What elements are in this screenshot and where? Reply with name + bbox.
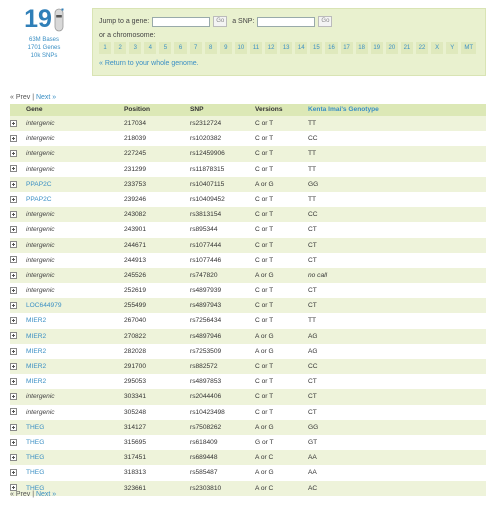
chromosome-select-label: or a chromosome: xyxy=(99,32,156,39)
versions-cell: C or T xyxy=(255,195,274,203)
snp-cell: rs7253509 xyxy=(190,347,222,355)
table-row xyxy=(10,420,486,435)
expand-row-icon[interactable] xyxy=(10,465,20,480)
snp-cell: rs2303810 xyxy=(190,484,222,492)
gene-label: intergenic xyxy=(26,271,55,279)
expand-row-icon[interactable] xyxy=(10,359,20,374)
versions-cell: A or C xyxy=(255,454,274,462)
position-cell: 227245 xyxy=(124,150,147,158)
table-row xyxy=(10,313,486,328)
versions-cell: C or T xyxy=(255,241,274,249)
chromosome-link[interactable]: 4 xyxy=(144,42,156,54)
chromosome-number: 19 xyxy=(24,5,52,33)
header-genotype-link[interactable]: Kenta Imai's Genotype xyxy=(308,106,379,113)
chromosome-link[interactable]: 9 xyxy=(220,42,232,54)
versions-cell: A or G xyxy=(255,332,274,340)
snp-table xyxy=(10,104,486,496)
chromosome-genes: 1701 Genes xyxy=(27,45,61,51)
snp-cell: rs11878315 xyxy=(190,165,225,173)
genotype-cell: AA xyxy=(308,469,317,477)
expand-row-icon[interactable] xyxy=(10,177,20,192)
gene-label: intergenic xyxy=(26,393,55,401)
genotype-cell: TT xyxy=(308,317,317,325)
snp-cell: rs1077444 xyxy=(190,241,222,249)
header-gene: Gene xyxy=(26,106,43,113)
position-cell: 323661 xyxy=(124,484,147,492)
versions-cell: A or G xyxy=(255,271,274,279)
versions-cell: C or T xyxy=(255,302,274,310)
versions-cell: A or G xyxy=(255,423,274,431)
genotype-cell: TT xyxy=(308,165,317,173)
next-link[interactable]: Next » xyxy=(35,94,57,101)
snp-cell: rs10409452 xyxy=(190,195,225,203)
chromosome-link[interactable]: 12 xyxy=(265,42,277,54)
position-cell: 217034 xyxy=(124,120,147,127)
snp-cell: rs882572 xyxy=(190,363,218,370)
chromosome-links xyxy=(99,42,479,54)
expand-row-icon[interactable] xyxy=(10,146,20,161)
position-cell: 218039 xyxy=(124,135,147,143)
prev-link: « Prev xyxy=(10,491,31,498)
expand-row-icon[interactable] xyxy=(10,313,20,328)
genotype-cell: CT xyxy=(308,241,317,249)
chromosome-link[interactable]: 16 xyxy=(325,42,337,54)
position-cell: 295053 xyxy=(124,378,147,386)
genotype-cell: AG xyxy=(308,332,318,340)
snp-cell: rs585487 xyxy=(190,469,218,477)
chromosome-link[interactable]: 15 xyxy=(310,42,322,54)
position-cell: 255499 xyxy=(124,302,147,310)
versions-cell: C or T xyxy=(255,135,274,143)
expand-row-icon[interactable] xyxy=(10,253,20,268)
chromosome-link[interactable]: 19 xyxy=(371,42,383,54)
genotype-cell: CC xyxy=(308,363,318,370)
snp-cell: rs4897853 xyxy=(190,378,222,386)
chromosome-bases: 63M Bases xyxy=(28,37,59,43)
genotype-cell: CT xyxy=(308,378,317,386)
genotype-cell: CC xyxy=(308,135,318,143)
position-cell: 305248 xyxy=(124,408,147,416)
snp-cell: rs7256434 xyxy=(190,317,222,325)
chromosome-link[interactable]: 13 xyxy=(280,42,292,54)
snp-cell: rs895344 xyxy=(190,226,218,234)
versions-cell: C or T xyxy=(255,150,274,158)
genotype-cell: CT xyxy=(308,256,317,264)
position-cell: 233753 xyxy=(124,180,147,188)
position-cell: 291700 xyxy=(124,363,147,370)
expand-row-icon[interactable] xyxy=(10,374,20,389)
gene-go-button[interactable]: Go xyxy=(213,16,227,27)
position-cell: 244913 xyxy=(124,256,147,264)
table-row xyxy=(10,207,486,222)
gene-label: intergenic xyxy=(26,256,55,264)
position-cell: 270822 xyxy=(124,332,147,340)
table-row xyxy=(10,450,486,465)
chromosome-icon xyxy=(54,8,64,34)
versions-cell: C or T xyxy=(255,378,274,386)
snp-cell: rs618409 xyxy=(190,438,218,446)
versions-cell: G or T xyxy=(255,438,274,446)
table-row xyxy=(10,268,486,283)
pager-separator: | xyxy=(32,491,35,498)
expand-row-icon[interactable] xyxy=(10,344,20,359)
gene-label: intergenic xyxy=(26,408,55,416)
expand-row-icon[interactable] xyxy=(10,207,20,222)
snp-cell: rs4897946 xyxy=(190,332,222,340)
snp-cell: rs2312724 xyxy=(190,120,222,127)
expand-row-icon[interactable] xyxy=(10,268,20,283)
gene-label: intergenic xyxy=(26,120,55,127)
header-snp: SNP xyxy=(190,106,204,113)
gene-label: intergenic xyxy=(26,165,55,173)
versions-cell: A or G xyxy=(255,180,274,188)
position-cell: 317451 xyxy=(124,454,147,462)
snp-cell: rs747820 xyxy=(190,271,218,279)
chromosome-link[interactable]: 8 xyxy=(205,42,217,54)
gene-link[interactable]: MIER2 xyxy=(26,317,47,325)
chromosome-link[interactable]: 14 xyxy=(295,42,307,54)
next-link[interactable]: Next » xyxy=(35,491,57,498)
gene-link[interactable]: THEG xyxy=(26,469,45,477)
genotype-cell: CT xyxy=(308,393,317,401)
chromosome-snps: 10k SNPs xyxy=(30,53,58,59)
jump-panel xyxy=(92,8,486,76)
table-row xyxy=(10,131,486,146)
position-cell: 239246 xyxy=(124,195,147,203)
gene-link[interactable]: MIER2 xyxy=(26,378,47,386)
pager-separator: | xyxy=(32,94,35,101)
position-cell: 318313 xyxy=(124,469,147,477)
gene-label: intergenic xyxy=(26,150,55,158)
header-position: Position xyxy=(124,106,151,113)
snp-cell: rs10423498 xyxy=(190,408,225,416)
table-row xyxy=(10,298,486,313)
gene-link[interactable]: PPAP2C xyxy=(26,180,52,188)
versions-cell: C or T xyxy=(255,393,274,401)
gene-label: intergenic xyxy=(26,135,55,143)
gene-link[interactable]: PPAP2C xyxy=(26,195,52,203)
table-row xyxy=(10,253,486,268)
snp-cell: rs10407115 xyxy=(190,180,225,188)
chromosome-link[interactable]: 20 xyxy=(386,42,398,54)
table-row xyxy=(10,192,486,207)
position-cell: 267040 xyxy=(124,317,147,325)
versions-cell: C or T xyxy=(255,408,274,416)
position-cell: 314127 xyxy=(124,423,147,431)
position-cell: 243082 xyxy=(124,211,147,219)
table-row xyxy=(10,162,486,177)
expand-row-icon[interactable] xyxy=(10,238,20,253)
versions-cell: C or T xyxy=(255,211,274,219)
position-cell: 282028 xyxy=(124,347,147,355)
table-row xyxy=(10,177,486,192)
snp-cell: rs4897939 xyxy=(190,287,222,295)
snp-go-button[interactable]: Go xyxy=(318,16,332,27)
table-row xyxy=(10,344,486,359)
gene-label: intergenic xyxy=(26,287,55,295)
chromosome-summary xyxy=(4,6,84,62)
position-cell: 303341 xyxy=(124,393,147,401)
gene-label: intergenic xyxy=(26,241,55,249)
genotype-cell: no call xyxy=(308,271,328,279)
chromosome-link[interactable]: 2 xyxy=(114,42,126,54)
gene-link[interactable]: MIER2 xyxy=(26,363,47,370)
table-row xyxy=(10,374,486,389)
gene-link[interactable]: THEG xyxy=(26,484,45,492)
position-cell: 252619 xyxy=(124,287,147,295)
expand-row-icon[interactable] xyxy=(10,298,20,313)
versions-cell: A or C xyxy=(255,484,274,492)
snp-cell: rs689448 xyxy=(190,454,218,462)
snp-cell: rs2044406 xyxy=(190,393,222,401)
position-cell: 245526 xyxy=(124,271,147,279)
chromosome-link[interactable]: 22 xyxy=(416,42,428,54)
chromosome-link[interactable]: 17 xyxy=(341,42,353,54)
genotype-cell: CT xyxy=(308,226,317,234)
versions-cell: A or G xyxy=(255,469,274,477)
versions-cell: C or T xyxy=(255,165,274,173)
genotype-cell: CT xyxy=(308,302,317,310)
table-row xyxy=(10,222,486,237)
genotype-cell: GT xyxy=(308,438,318,446)
chromosome-link[interactable]: 6 xyxy=(174,42,186,54)
expand-row-icon[interactable] xyxy=(10,405,20,420)
gene-link[interactable]: THEG xyxy=(26,423,45,431)
header-versions: Versions xyxy=(255,106,283,113)
expand-row-icon[interactable] xyxy=(10,222,20,237)
genotype-cell: AA xyxy=(308,454,317,462)
genotype-cell: AC xyxy=(308,484,318,492)
chromosome-link[interactable]: 21 xyxy=(401,42,413,54)
snp-search-label: a SNP: xyxy=(232,18,255,25)
gene-label: intergenic xyxy=(26,211,55,219)
table-header xyxy=(10,104,486,116)
table-row xyxy=(10,465,486,480)
snp-cell: rs1020382 xyxy=(190,135,222,143)
prev-link: « Prev xyxy=(10,94,31,101)
position-cell: 244671 xyxy=(124,241,147,249)
table-row xyxy=(10,389,486,404)
chromosome-link[interactable]: 3 xyxy=(129,42,141,54)
position-cell: 243901 xyxy=(124,226,147,234)
chromosome-link[interactable]: 7 xyxy=(190,42,202,54)
expand-row-icon[interactable] xyxy=(10,420,20,435)
expand-row-icon[interactable] xyxy=(10,283,20,298)
expand-row-icon[interactable] xyxy=(10,389,20,404)
expand-row-icon[interactable] xyxy=(10,162,20,177)
table-row xyxy=(10,481,486,496)
genotype-cell: CC xyxy=(308,211,318,219)
pager-bottom xyxy=(10,490,56,500)
chromosome-link[interactable]: Y xyxy=(446,42,458,54)
table-row xyxy=(10,238,486,253)
expand-row-icon[interactable] xyxy=(10,450,20,465)
table-row xyxy=(10,146,486,161)
chromosome-link[interactable]: 1 xyxy=(99,42,111,54)
gene-link[interactable]: MIER2 xyxy=(26,332,47,340)
genotype-cell: AG xyxy=(308,347,318,355)
table-body xyxy=(10,116,486,496)
versions-cell: A or G xyxy=(255,347,274,355)
gene-search-input[interactable] xyxy=(152,17,210,27)
genotype-cell: TT xyxy=(308,150,317,158)
genotype-cell: CT xyxy=(308,287,317,295)
versions-cell: C or T xyxy=(255,317,274,325)
gene-link[interactable]: MIER2 xyxy=(26,347,47,355)
genotype-cell: GG xyxy=(308,423,319,431)
chromosome-link[interactable]: 18 xyxy=(356,42,368,54)
versions-cell: C or T xyxy=(255,226,274,234)
snp-cell: rs4897943 xyxy=(190,302,222,310)
chromosome-link[interactable]: X xyxy=(431,42,443,54)
expand-row-icon[interactable] xyxy=(10,116,20,131)
expand-row-icon[interactable] xyxy=(10,435,20,450)
chromosome-link[interactable]: 11 xyxy=(250,42,262,54)
table-row xyxy=(10,283,486,298)
position-cell: 231299 xyxy=(124,165,147,173)
table-row xyxy=(10,116,486,131)
expand-row-icon[interactable] xyxy=(10,329,20,344)
chromosome-link[interactable]: 10 xyxy=(235,42,247,54)
versions-cell: C or T xyxy=(255,363,274,370)
expand-row-icon[interactable] xyxy=(10,192,20,207)
snp-cell: rs12459906 xyxy=(190,150,225,158)
table-row xyxy=(10,359,486,374)
genotype-cell: TT xyxy=(308,195,317,203)
table-row xyxy=(10,329,486,344)
position-cell: 315695 xyxy=(124,438,147,446)
pager-top xyxy=(10,93,56,103)
snp-cell: rs1077446 xyxy=(190,256,222,264)
chromosome-link[interactable]: 5 xyxy=(159,42,171,54)
snp-cell: rs3813154 xyxy=(190,211,222,219)
snp-cell: rs7508262 xyxy=(190,423,222,431)
jump-search-row xyxy=(99,15,479,28)
genotype-cell: TT xyxy=(308,120,317,127)
return-genome-link[interactable]: « Return to your whole genome. xyxy=(99,60,199,67)
gene-label: intergenic xyxy=(26,226,55,234)
table-row xyxy=(10,435,486,450)
chromosome-link[interactable]: MT xyxy=(461,42,476,54)
gene-link[interactable]: THEG xyxy=(26,438,45,446)
snp-search-input[interactable] xyxy=(257,17,315,27)
versions-cell: C or T xyxy=(255,256,274,264)
genotype-cell: CT xyxy=(308,408,317,416)
versions-cell: C or T xyxy=(255,120,274,127)
gene-search-label: Jump to a gene: xyxy=(99,18,150,25)
gene-link[interactable]: LOC644979 xyxy=(26,302,62,310)
table-row xyxy=(10,405,486,420)
versions-cell: C or T xyxy=(255,287,274,295)
genotype-cell: GG xyxy=(308,180,319,188)
expand-row-icon[interactable] xyxy=(10,131,20,146)
gene-link[interactable]: THEG xyxy=(26,454,45,462)
